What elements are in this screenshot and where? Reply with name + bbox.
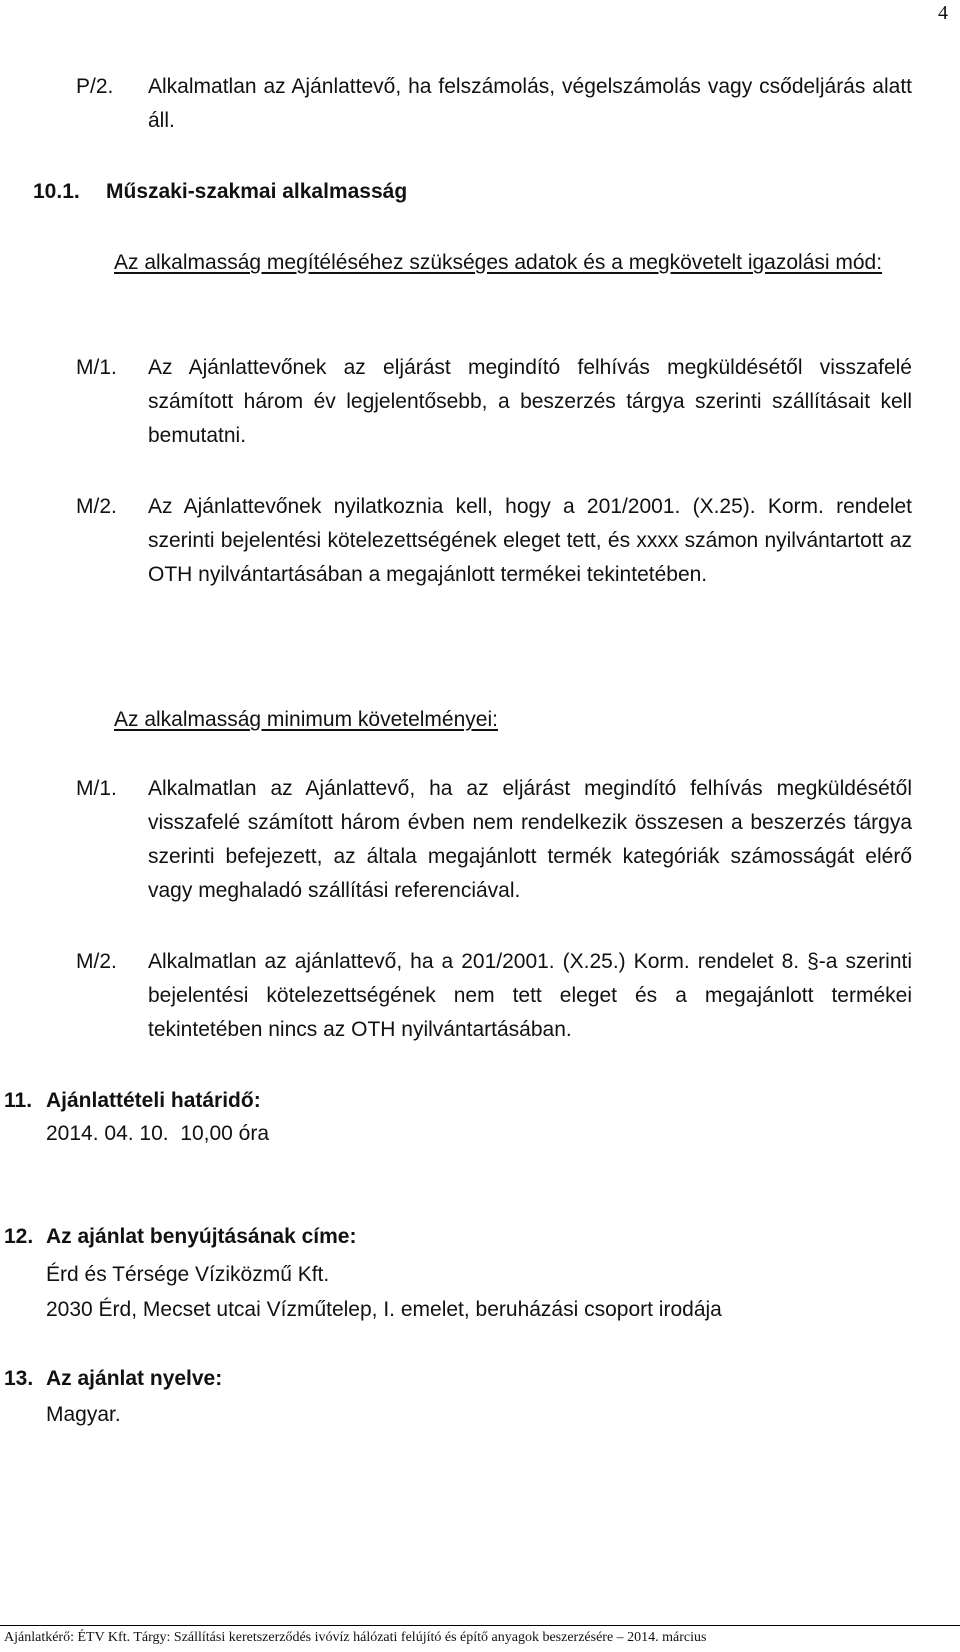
m1-min-label: M/1.	[76, 777, 117, 800]
section-11-number: 11.	[4, 1089, 33, 1112]
m1-min-text: Alkalmatlan az Ajánlattevő, ha az eljárást megindító felhívás megküldésétől visszafelé számított három évben nem rendelkezik összesen a beszerzés tárgya szerinti befejezett, az általa megajánlott termék kategóriák számosságát elérő vagy meghaladó szállítási referenciával.	[148, 777, 912, 902]
m2-min-label: M/2.	[76, 950, 117, 973]
m1-data-label: M/1.	[76, 356, 117, 379]
section-13-number: 13.	[4, 1367, 34, 1390]
section-13-title: Az ajánlat nyelve:	[46, 1367, 223, 1390]
address-line-2: 2030 Érd, Mecset utcai Vízműtelep, I. emelet, beruházási csoport irodája	[46, 1298, 722, 1321]
section-10-1-number: 10.1.	[33, 180, 80, 203]
language-value: Magyar.	[46, 1403, 121, 1426]
section-12-number: 12.	[4, 1225, 34, 1248]
section-12-title: Az ajánlat benyújtásának címe:	[46, 1225, 357, 1248]
m2-data-label: M/2.	[76, 495, 117, 518]
page-number: 4	[938, 2, 948, 24]
minimum-requirements-heading: Az alkalmasság minimum követelményei:	[114, 708, 498, 731]
section-11-title: Ajánlattételi határidő:	[46, 1089, 261, 1112]
data-requirements-heading: Az alkalmasság megítéléséhez szükséges adatok és a megkövetelt igazolási mód:	[114, 251, 883, 274]
footer-text: Ajánlatkérő: ÉTV Kft. Tárgy: Szállítási keretszerződés ivóvíz hálózati felújító és építő anyagok beszerzésére – 2014. március	[4, 1630, 707, 1645]
p2-label: P/2.	[76, 75, 114, 98]
section-10-1-title: Műszaki-szakmai alkalmasság	[106, 180, 408, 203]
p2-text: Alkalmatlan az Ajánlattevő, ha felszámolás, végelszámolás vagy csődeljárás alatt áll.	[148, 75, 912, 132]
m2-data-text: Az Ajánlattevőnek nyilatkoznia kell, hogy a 201/2001. (X.25). Korm. rendelet szerinti bejelentési kötelezettségének eleget tett, és xxxx számon nyilvántartott az OTH nyilvántartásában a megajánlott termékei tekintetében.	[148, 495, 912, 586]
m2-min-text: Alkalmatlan az ajánlattevő, ha a 201/2001. (X.25.) Korm. rendelet 8. §-a szerinti bejelentési kötelezettségének nem tett eleget és a megajánlott termékei tekintetében nincs az OTH nyilvántartásában.	[148, 950, 912, 1041]
m1-data-text: Az Ajánlattevőnek az eljárást megindító felhívás megküldésétől visszafelé számított három év legjelentősebb, a beszerzés tárgya szerinti szállításait kell bemutatni.	[148, 356, 912, 447]
footer-rule	[0, 1625, 960, 1626]
deadline-value: 2014. 04. 10. 10,00 óra	[46, 1122, 270, 1145]
address-line-1: Érd és Térsége Víziközmű Kft.	[46, 1263, 330, 1286]
